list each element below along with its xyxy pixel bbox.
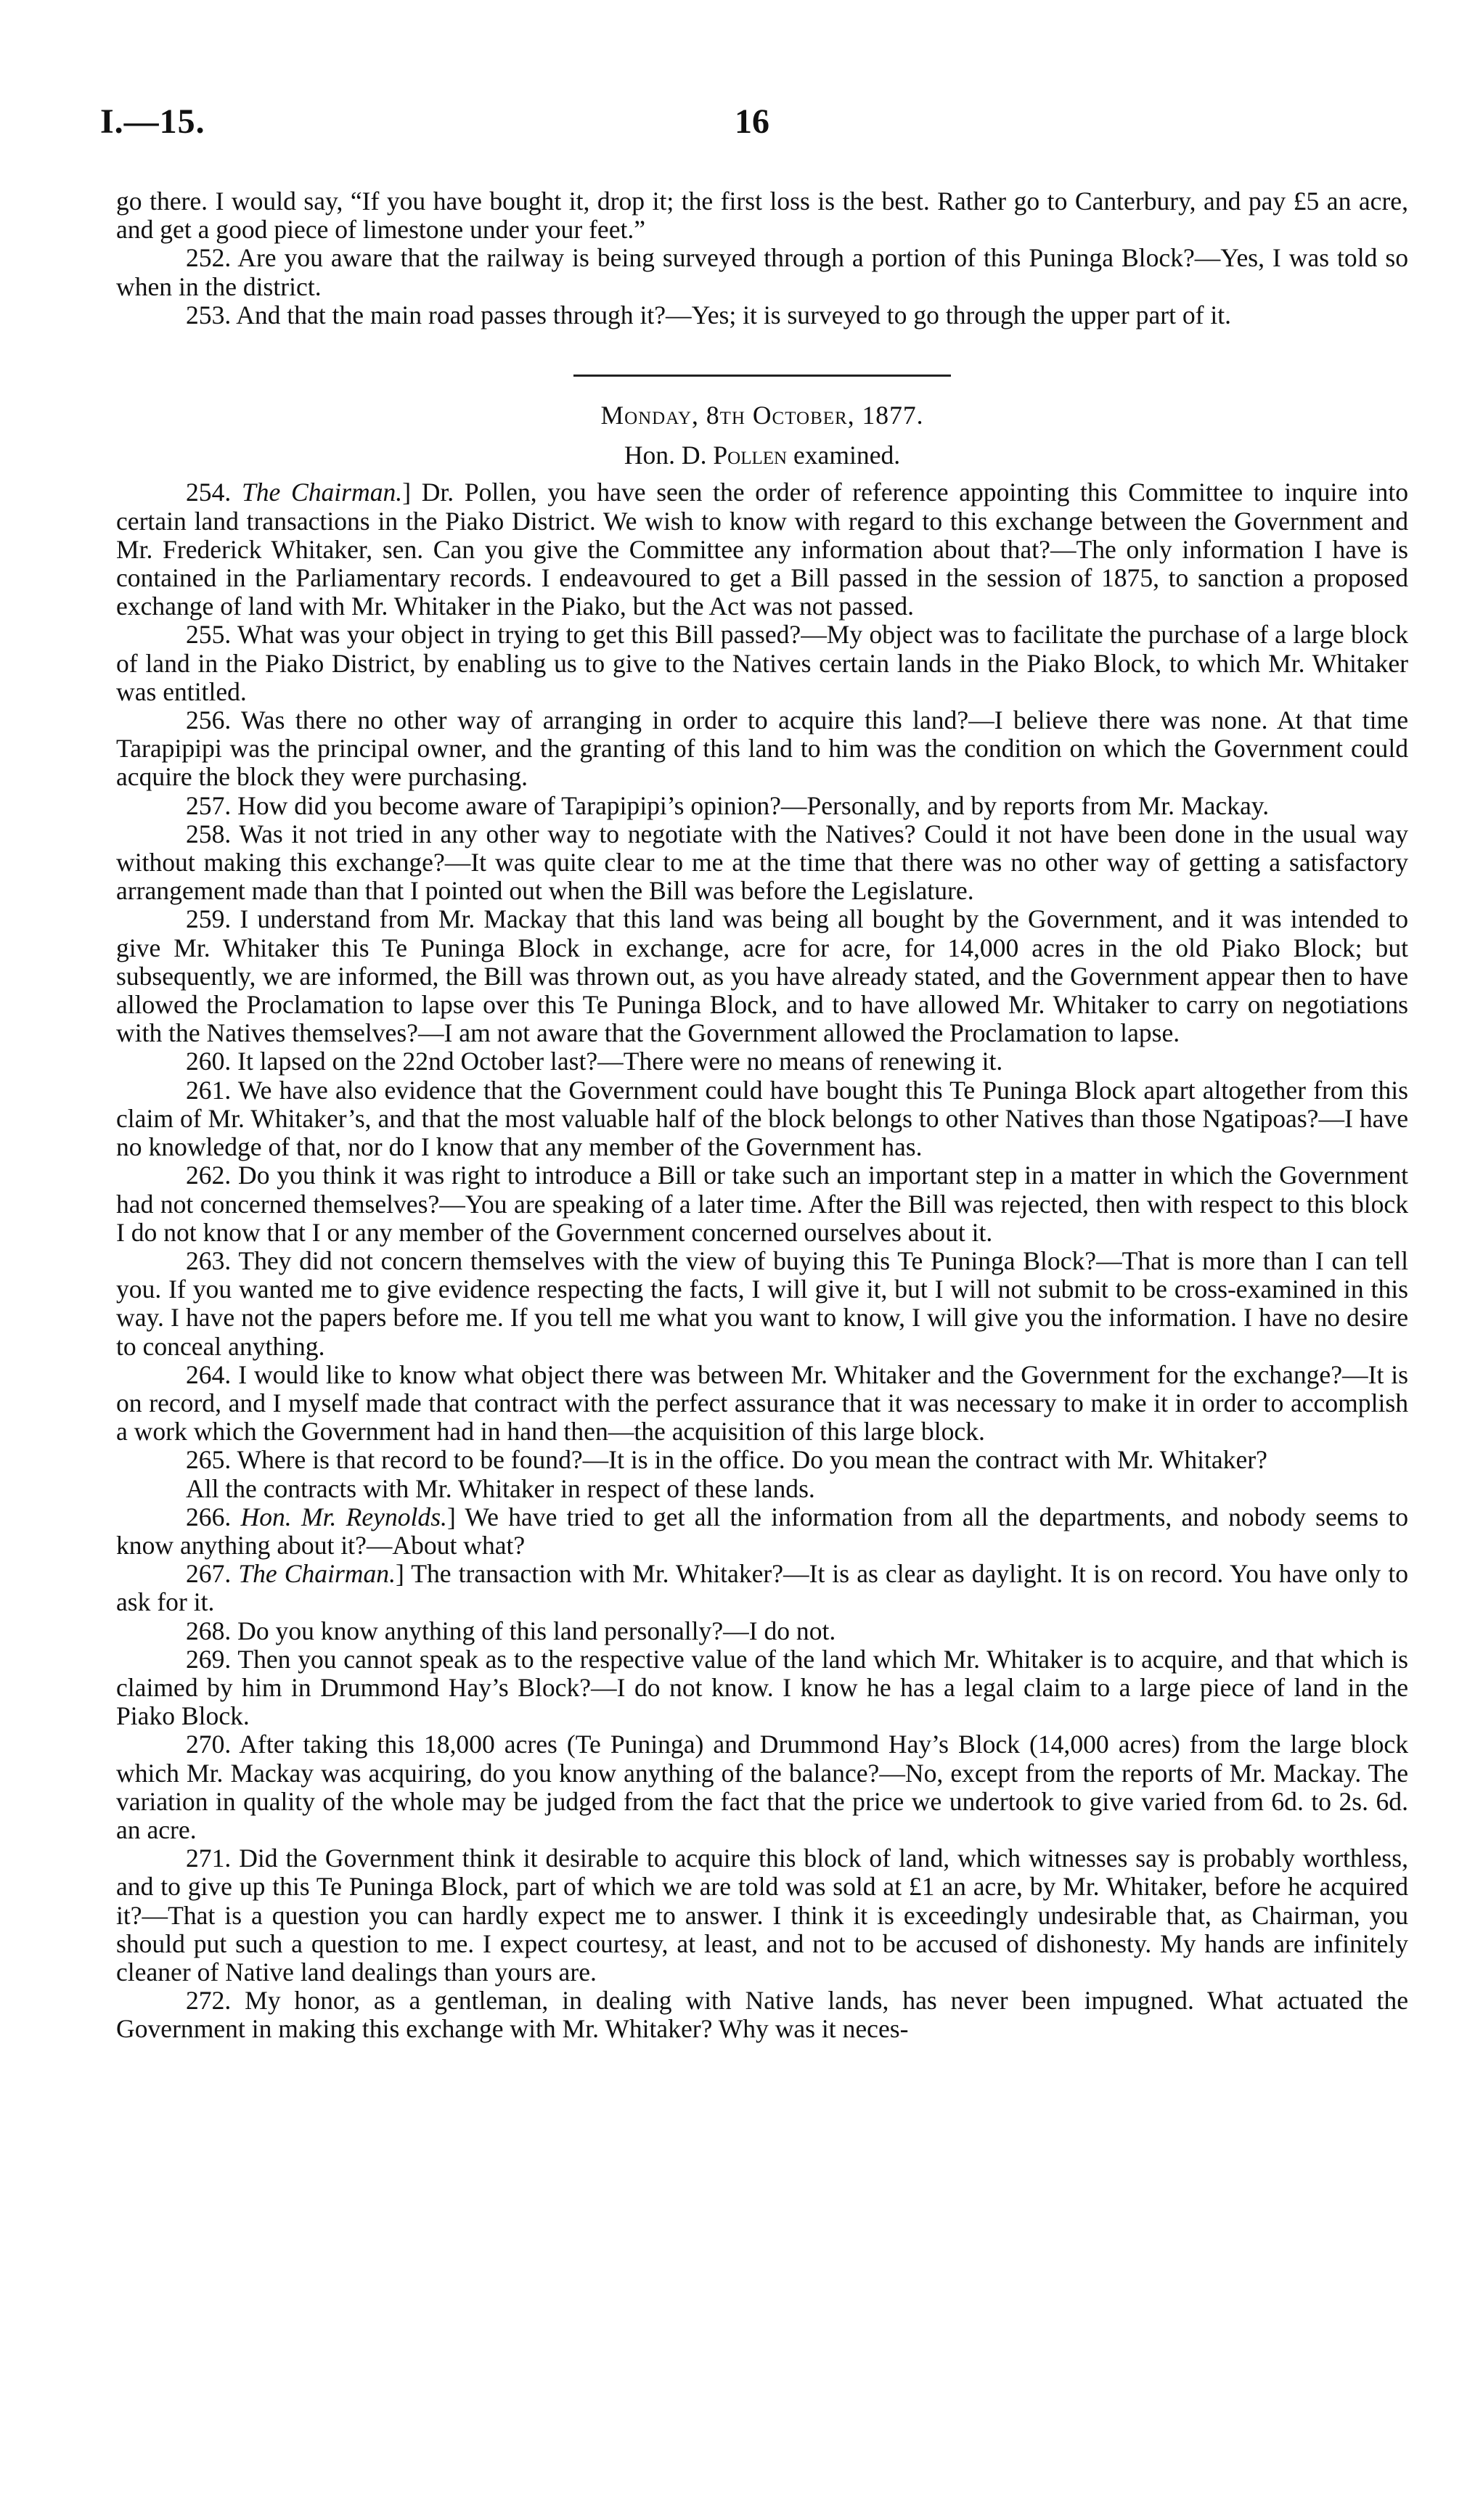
session-date: Monday, 8th October, 1877. [600, 401, 924, 430]
question-paragraph: go there. I would say, “If you have bought it, drop it; the first loss is the best. Rather go to Canterbury, and pay £5 an acre, and get a good piece of limestone under your feet.” [116, 187, 1408, 245]
question-paragraph [116, 1560, 1408, 1616]
question-list [116, 621, 1408, 1502]
question-paragraph [116, 1503, 1408, 1560]
question-number: 266. [186, 1502, 241, 1531]
speaker-name: The Chairman. [241, 478, 403, 507]
question-paragraph [116, 478, 1408, 621]
question-paragraph: 252. Are you aware that the railway is being surveyed through a portion of this Puninga Block?—Yes, I was told so when in the district. [116, 243, 1408, 301]
question-paragraph: 264. I would like to know what object there was between Mr. Whitaker and the Government for the exchange?—It is on record, and I myself made that contract with the perfect assurance that it was necessary to make it in order to accomplish a work which the Government had in hand then—the acquisition of this large block. [116, 1359, 1408, 1447]
question-paragraph: 259. I understand from Mr. Mackay that this land was being all bought by the Government, and it was intended to give Mr. Whitaker this Te Puninga Block in exchange, acre for acre, for 14,000 acres in the old Piako Block; but subsequently, we are informed, the Bill was thrown out, as you have already stated, and the Government appear then to have allowed the Proclamation to lapse over this Te Puninga Block, and to have allowed Mr. Whitaker to carry on negotiations with the Natives themselves?—I am not aware that the Government allowed the Proclamation to lapse. [116, 904, 1408, 1048]
question-paragraph: 265. Where is that record to be found?—It is in the office. Do you mean the contract with Mr. Whitaker? [186, 1445, 1267, 1475]
question-list [116, 1617, 1408, 2044]
document-body [116, 187, 1408, 2044]
witness-heading [116, 441, 1408, 470]
question-number: 267. [186, 1559, 239, 1589]
paragraph-text: ] The transaction with Mr. Whitaker?—It is as clear as daylight. It is on record. You have only to ask for it. [116, 1559, 1408, 1617]
question-paragraph: 262. Do you think it was right to introduce a Bill or take such an important step in a matter in which the Government had not concerned themselves?—You are speaking of a later time. After the Bill was rejected, then with respect to this block I do not know that I or any member of the Government concerned ourselves about it. [116, 1161, 1408, 1247]
witness-name: Pollen [713, 441, 788, 470]
question-number: 254. [186, 478, 242, 507]
question-paragraph: 270. After taking this 18,000 acres (Te Puninga) and Drummond Hay’s Block (14,000 acres) from the large block which Mr. Mackay was acquiring, do you know anything of the balance?—No, except from the reports of Mr. Mackay. The variation in quality of the whole may be judged from the fact that the price we undertook to give varied from 6d. to 2s. 6d. an acre. [116, 1730, 1408, 1844]
question-paragraph: All the contracts with Mr. Whitaker in respect of these lands. [186, 1473, 815, 1503]
witness-prefix: Hon. D. [624, 441, 714, 470]
question-paragraph: 261. We have also evidence that the Government could have bought this Te Puninga Block apart altogether from this claim of Mr. Whitaker’s, and that the most valuable half of the block belongs to other Natives than those Ngatipoas?—I have no knowledge of that, nor do I know that any member of the Government has. [116, 1075, 1408, 1162]
question-paragraph: 253. And that the main road passes through it?—Yes; it is surveyed to go through the upper part of it. [186, 300, 1232, 330]
question-paragraph: 269. Then you cannot speak as to the respective value of the land which Mr. Whitaker is to acquire, and that which is claimed by him in Drummond Hay’s Block?—I do not know. I know he has a legal claim to a large piece of land in the Piako Block. [116, 1644, 1408, 1731]
speaker-name: The Chairman. [238, 1559, 396, 1589]
page-number: 16 [735, 102, 769, 141]
question-paragraph: 260. It lapsed on the 22nd October last?—There were no means of renewing it. [186, 1047, 1003, 1076]
question-paragraph: 268. Do you know anything of this land personally?—I do not. [186, 1616, 836, 1645]
paper-reference: I.—15. [100, 102, 205, 141]
question-paragraph: 258. Was it not tried in any other way to negotiate with the Natives? Could it not have been done in the usual way without making this exchange?—It was quite clear to me at the time that there was no other way of getting a satisfactory arrangement made than that I pointed out when the Bill was before the Legislature. [116, 819, 1408, 906]
paragraph-text: ] We have tried to get all the information from all the departments, and nobody seems to know anything about it?—About what? [116, 1502, 1409, 1560]
carryover-paragraphs [116, 187, 1408, 330]
question-paragraph: 257. How did you become aware of Tarapipipi’s opinion?—Personally, and by reports from Mr. Mackay. [186, 790, 1270, 820]
witness-suffix: examined. [787, 441, 901, 470]
question-paragraph: 255. What was your object in trying to get this Bill passed?—My object was to facilitate the purchase of a large block of land in the Piako District, by enabling us to give to the Natives certain lands in the Piako Block, to which Mr. Whitaker was entitled. [116, 620, 1408, 706]
question-paragraph: 272. My honor, as a gentleman, in dealing with Native lands, has never been impugned. What actuated the Government in making this exchange with Mr. Whitaker? Why was it neces- [116, 1986, 1408, 2044]
section-divider [573, 375, 951, 377]
paragraph-text: ] Dr. Pollen, you have seen the order of reference appointing this Committee to inquire into certain land transactions in the Piako District. We wish to know with regard to this exchange between the Government and Mr. Frederick Whitaker, sen. Can you give the Committee any information about that?—The only information I have is contained in the Parliamentary records. I endeavoured to get a Bill passed in the session of 1875, to sanction a proposed exchange of land with Mr. Whitaker in the Piako, but the Act was not passed. [116, 478, 1409, 621]
question-paragraph: 263. They did not concern themselves with the view of buying this Te Puninga Block?—That is more than I can tell you. If you wanted me to give evidence respecting the facts, I will give it, but I will not submit to be cross-examined in this way. I have not the papers before me. If you tell me what you want to know, I will give you the information. I have no desire to conceal anything. [116, 1245, 1408, 1361]
question-paragraph: 271. Did the Government think it desirable to acquire this block of land, which witnesses say is probably worthless, and to give up this Te Puninga Block, part of which we are told was sold at £1 an acre, by Mr. Whitaker, before he acquired it?—That is a question you can hardly expect me to answer. I think it is exceedingly undesirable that, as Chairman, you should put such a question to me. I expect courtesy, at least, and not to be accused of dishonesty. My hands are infinitely cleaner of Native land dealings than yours are. [116, 1844, 1408, 1987]
question-paragraph: 256. Was there no other way of arranging in order to acquire this land?—I believe there was none. At that time Tarapipipi was the principal owner, and the granting of this land to him was the condition on which the Government could acquire the block they were purchasing. [116, 705, 1408, 792]
speaker-name: Hon. Mr. Reynolds. [240, 1502, 447, 1531]
